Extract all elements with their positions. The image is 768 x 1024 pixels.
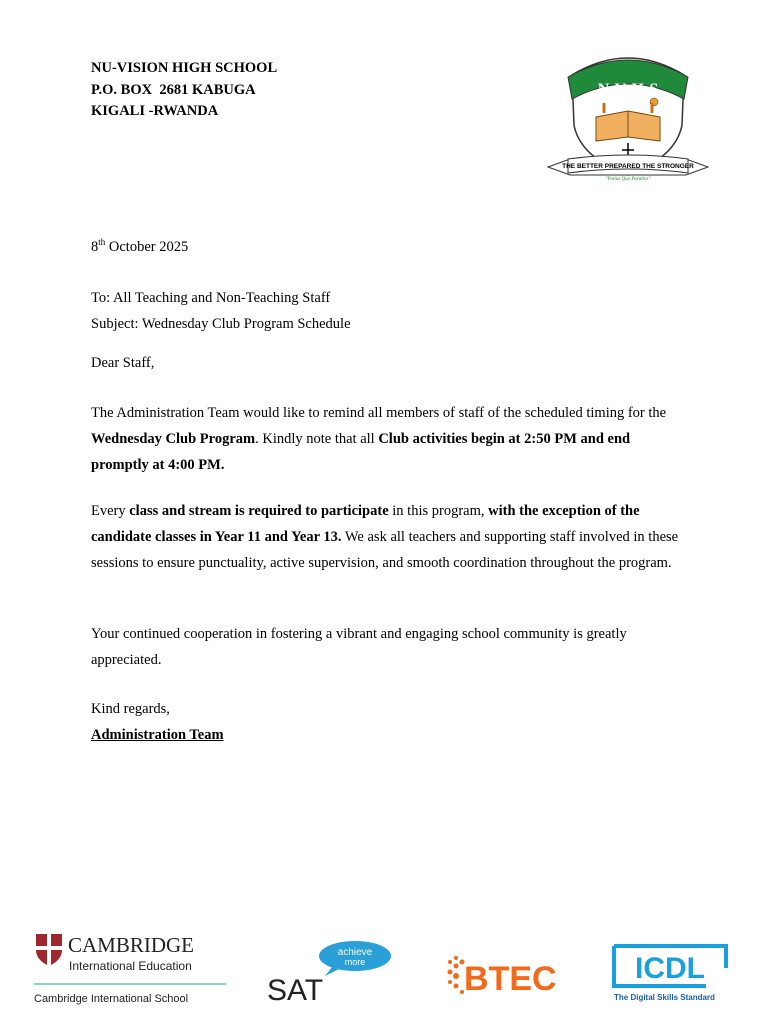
signature: Administration Team [91, 727, 224, 743]
school-header [91, 58, 277, 123]
btec-logo [444, 952, 568, 998]
letter-closing [91, 696, 681, 748]
cambridge-sub: International Education [69, 959, 192, 973]
sat-logo [265, 940, 395, 1004]
school-address-line1: P.O. BOX 2681 KABUGA [91, 81, 256, 98]
icdl-tagline: The Digital Skills Standard [614, 993, 715, 1002]
letter-subject: Subject: Wednesday Club Program Schedule [91, 316, 351, 332]
date-day: 8 [91, 239, 99, 255]
btec-name: BTEC [464, 960, 557, 998]
icdl-name: ICDL [635, 952, 705, 985]
letter-to: To: All Teaching and Non-Teaching Staff [91, 290, 331, 306]
crest-initials: N·V·H·S [597, 81, 659, 98]
crest-motto: THE BETTER PREPARED THE STRONGER [562, 163, 694, 170]
cambridge-school: Cambridge International School [34, 993, 189, 1005]
crest-latin: "Potius Quo Paratior" [605, 177, 651, 182]
letter-greeting: Dear Staff, [91, 355, 155, 371]
letter-recipient-block [91, 285, 681, 337]
sat-bubble-1: achieve [337, 947, 373, 958]
cambridge-name: CAMBRIDGE [68, 933, 195, 957]
school-address-line2: KIGALI -RWANDA [91, 103, 219, 119]
date-suffix: th [98, 237, 106, 248]
paragraph-3: Your continued cooperation in fostering a vibrant and engaging school community is greatly appreciated. [91, 626, 627, 668]
icdl-logo [610, 942, 730, 1004]
sat-bubble-2: more [344, 957, 366, 967]
school-name: NU-VISION HIGH SCHOOL [91, 60, 278, 76]
sat-name: SAT [267, 974, 324, 1004]
letter-date [91, 239, 681, 256]
paragraph-1: The Administration Team would like to remind all members of staff of the scheduled timing for the Wednesday Club Program. Kindly note that all Club activities begin at 2:50 PM and end promptly at 4:00 PM. [91, 405, 667, 473]
closing-text: Kind regards, [91, 701, 170, 717]
date-rest: October 2025 [105, 239, 189, 255]
paragraph-2: Every class and stream is required to participate in this program, with the exception of the candidate classes in Year 11 and Year 13. We ask all teachers and supporting staff involved in these sessions to ensure punctuality, active supervision, and smooth coordination throughout the program. [91, 503, 679, 571]
school-crest-logo [546, 47, 710, 193]
cambridge-logo [34, 930, 230, 1006]
